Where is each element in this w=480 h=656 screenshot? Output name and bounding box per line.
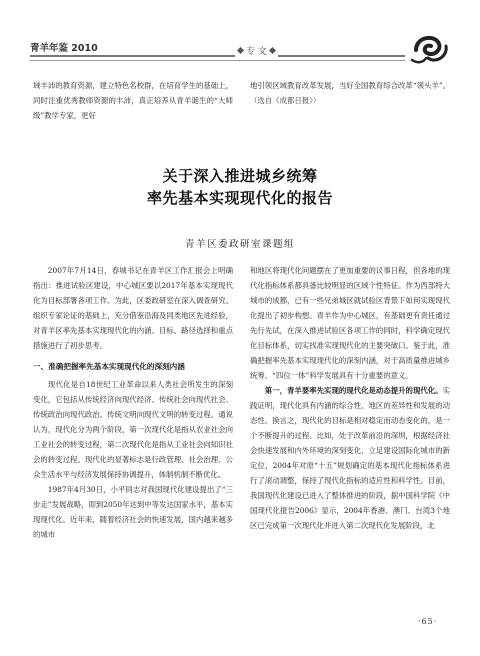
article-title-line1: 关于深入推进城乡统筹 (162, 167, 318, 185)
header-rule-thin (30, 60, 405, 61)
diamond-icon (269, 47, 276, 54)
article-title-line2: 率先基本实现现代化的报告 (146, 189, 333, 207)
continued-paragraph-right (250, 78, 450, 108)
page-number: ·65· (418, 617, 438, 626)
body-column-right (250, 263, 450, 533)
page-header (30, 40, 450, 70)
yearbook-title: 青羊年鉴 2010 (30, 40, 102, 54)
diamond-icon (237, 47, 244, 54)
section-tag (235, 44, 278, 57)
continued-text-right (250, 78, 450, 108)
continued-text-left (33, 78, 233, 123)
point-heading: 第一，青羊要率先实现的现代化是动态提升的现代化。 (264, 386, 443, 395)
header-rule (30, 55, 405, 57)
body-paragraph: 和地区将现代化问题摆在了更加重要的议事日程，但各地的现代化指标体系都具备比较明显的区域个性特征。作为西部特大城市的成都，已有一些兄弟城区就试验区背景下如何实现现代化提出了初步构想。青羊作为中心城区，有基础更有责任通过先行先试，在深入推进试验区各项工作的同时，科学确定现代化目标体系，切实找准实现现代化的主要突破口。鉴于此，准确把握率先基本实现现代化的深刻内涵，对于高质量推进城乡统筹、“四位一体”科学发展具有十分重要的意义。 (250, 266, 450, 380)
body-paragraph: 1987年4月30日，小平同志对我国现代化建设提出了“三步走”发展战略，即到2050年达到中等发达国家水平，基本实现现代化。近年来，随着经济社会的快速发展，国内越来越多的城市 (33, 485, 233, 539)
body-paragraph: 现代化是自18世纪工业革命以来人类社会所发生的深刻变化，它包括从传统经济向现代经济、传统社会向现代社会、传统政治向现代政治、传统文明向现代文明的转变过程。通说认为，现代化分为两个阶段，第一次现代化是指从农业社会向工业社会的转变过程，第二次现代化是指从工业社会向知识社会的转变过程。现代化的显著标志是行政管理、社会治理、公众生活水平与经济发展保持协调提升，体制机制不断优化。 (33, 380, 233, 479)
source-reference: （选自《成都日报》） (250, 96, 321, 105)
body-paragraph-point-one (250, 383, 450, 533)
continued-right-text: 地引领区域教育改革发展，当好全国教育综合改革“领头羊”。 (250, 81, 450, 90)
article-author: 青羊区委政研室课题组 (184, 239, 295, 250)
continued-paragraph: 域丰沛的教育资源，建立特色名校群，在培育学生的基础上，同时注重优秀教师资源的丰沛，真正培养从青羊诞生的“大师级”教学专家，更好 (33, 81, 233, 120)
body-column-left (33, 263, 233, 542)
intro-paragraph: 2007年7月14日，春城书记在青羊区工作汇报会上明确指出：推进试验区建设，中心城区要以2017年基本实现现代化为目标部署各项工作。为此，区委政研室在深入调查研究、组织专家论证的基础上，充分借鉴沿海及同类地区先进经验，对青羊区率先基本实现现代化的内涵、目标、路径选择和重点措施进行了初步思考。 (33, 266, 233, 350)
point-text: 实践证明，现代化具有内涵的综合性、地区的差异性和发展的动态性。换言之，现代化的目标是相对稳定而动态变化的，是一个不断提升的过程。比如，处于改革前沿的深圳，根据经济社会快速发展和内外环境的深刻变化，立足建设国际化城市的新定位，2004年对原“十五”规划确定的基本现代化指标体系进行了滚动调整，保持了现代化指标的适应性和科学性。目前，我国现代化建设已进入了整体推进的阶段，据中国科学院《中国现代化报告2006》显示，2004年香港、澳门、台湾3个地区已完成第一次现代化并进入第二次现代化发展阶段，北 (250, 386, 450, 530)
section-heading: 一、准确把握率先基本实现现代化的深刻内涵 (33, 362, 185, 371)
section-label: 专 文 (246, 47, 267, 57)
swirl-logo-icon (408, 32, 450, 66)
